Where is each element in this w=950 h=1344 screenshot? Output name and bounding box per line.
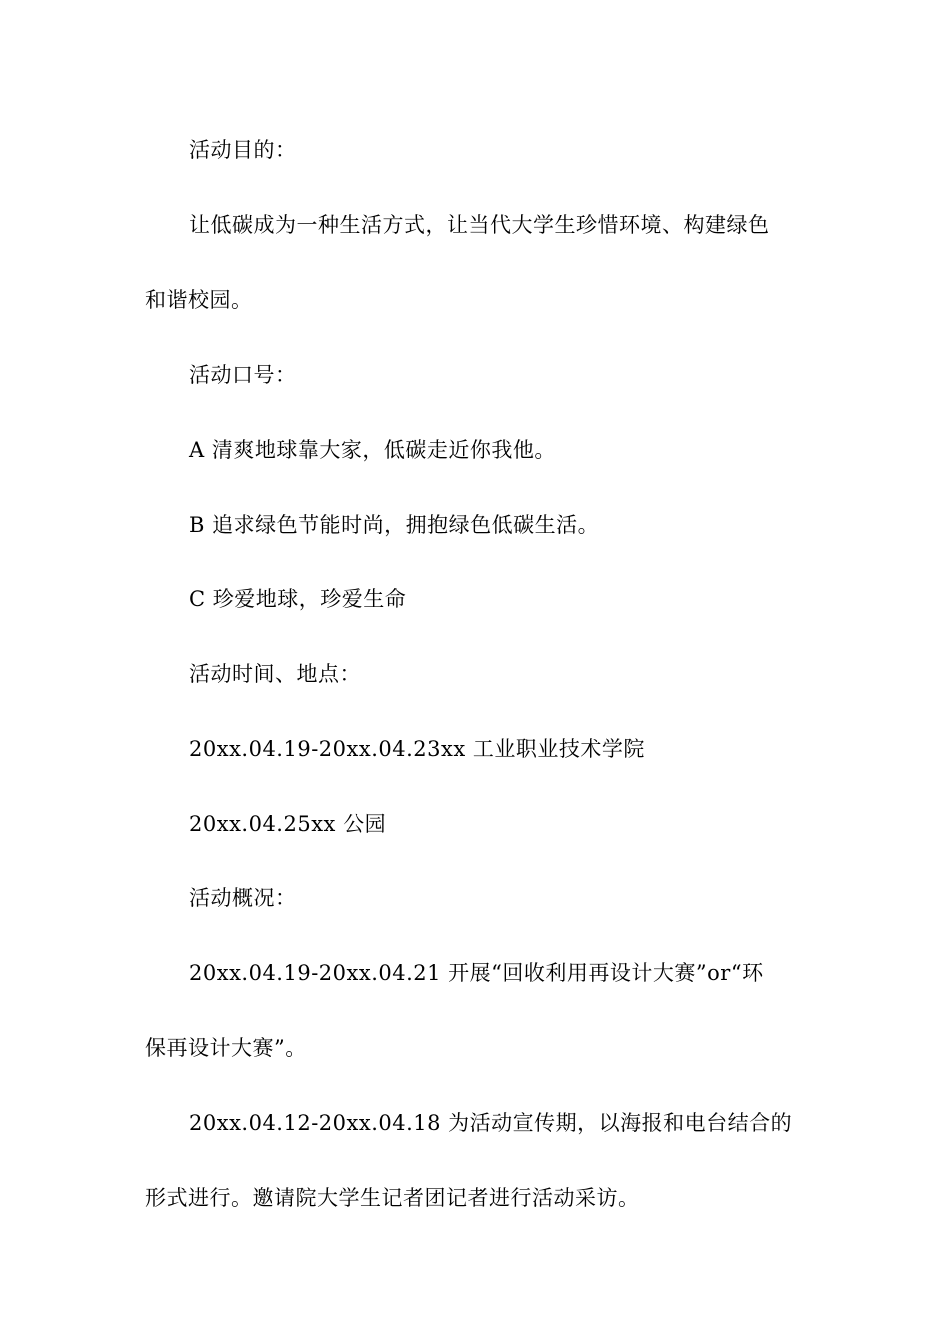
heading-purpose: 活动目的：	[189, 138, 297, 162]
time-place-2: 20xx.04.25xx 公园	[189, 812, 387, 836]
paragraph-purpose-line-1: 让低碳成为一种生活方式，让当代大学生珍惜环境、构建绿色	[189, 213, 770, 237]
heading-overview: 活动概况：	[189, 886, 297, 910]
overview-2-line-1: 20xx.04.12-20xx.04.18 为活动宣传期，以海报和电台结合的	[189, 1111, 793, 1135]
overview-1-line-2: 保再设计大赛”。	[145, 1036, 307, 1060]
slogan-b: B 追求绿色节能时尚，拥抱绿色低碳生活。	[189, 513, 600, 537]
slogan-c: C 珍爱地球，珍爱生命	[189, 587, 407, 611]
heading-slogan: 活动口号：	[189, 363, 297, 387]
overview-1-line-1: 20xx.04.19-20xx.04.21 开展“回收利用再设计大赛”or“环	[189, 961, 764, 985]
time-place-1: 20xx.04.19-20xx.04.23xx 工业职业技术学院	[189, 737, 645, 761]
paragraph-purpose-line-2: 和谐校园。	[145, 288, 253, 312]
overview-2-line-2: 形式进行。邀请院大学生记者团记者进行活动采访。	[145, 1186, 640, 1210]
heading-time-place: 活动时间、地点：	[189, 662, 361, 686]
slogan-a: A 清爽地球靠大家，低碳走近你我他。	[189, 438, 556, 462]
